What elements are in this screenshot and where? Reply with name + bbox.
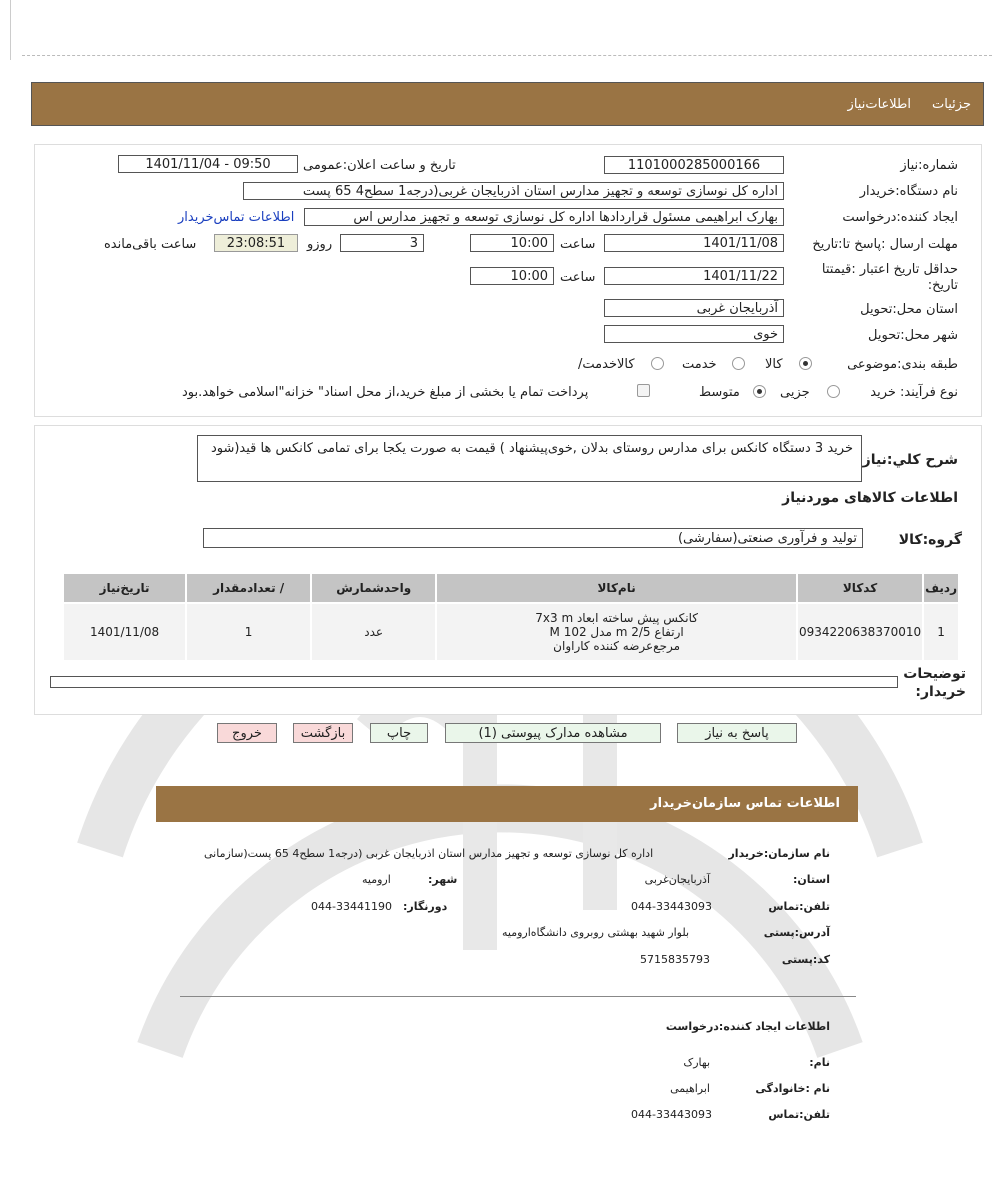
category-goods-radio[interactable] xyxy=(799,357,812,370)
contact-bar-title: اطلاعات تماس سازمان‌خریدار xyxy=(650,796,840,811)
need-number-label: شماره:نیاز xyxy=(900,158,958,173)
requester-field: بهارک ابراهیمی مسئول قراردادها اداره کل نوسازی توسعه و تجهیز مدارس اس xyxy=(304,208,784,226)
province-field: آذربایجان غربی xyxy=(604,299,784,317)
contact-org-label: نام سازمان:خریدار xyxy=(728,847,830,860)
frame-edge xyxy=(10,0,11,60)
goods-group-field: تولید و فرآوری صنعتی(سفارشی) xyxy=(203,528,863,548)
creator-phone-label: تلفن:تماس xyxy=(768,1108,830,1121)
creator-family-label: نام :خانوادگی xyxy=(755,1082,830,1095)
creator-name-label: :نام xyxy=(809,1056,830,1069)
col-name: نام‌کالا xyxy=(437,574,796,602)
back-button[interactable]: بازگشت xyxy=(293,723,353,743)
creator-phone-value: 044-33443093 xyxy=(631,1108,712,1121)
remaining-label: ساعت باقی‌مانده xyxy=(104,237,197,252)
category-goods-service-label: /کالاخدمت xyxy=(578,357,635,372)
category-goods-label: کالا xyxy=(765,357,783,372)
process-partial-radio[interactable] xyxy=(827,385,840,398)
city-field: خوی xyxy=(604,325,784,343)
province-label: استان محل:تحویل xyxy=(860,302,958,317)
buyer-notes-label-2: :خریدار xyxy=(915,684,966,700)
col-unit: واحدشمارش xyxy=(312,574,435,602)
dotted-divider xyxy=(22,55,992,56)
announce-label: تاریخ و ساعت اعلان:عمومی xyxy=(303,158,456,173)
category-service-label: خدمت xyxy=(682,357,717,372)
min-validity-label: حداقل تاریخ اعتبار :قیمتتا xyxy=(821,262,958,277)
contact-phone-value: 044-33443093 xyxy=(631,900,712,913)
contact-org-value: اداره کل نوسازی توسعه و تجهیز مدارس استان اذربایجان غربی (درجه1 سطح4 65 پست(سازمانی xyxy=(204,847,654,860)
process-medium-label: متوسط xyxy=(699,385,740,400)
reply-hour-label: ساعت xyxy=(560,237,596,252)
category-goods-service-radio[interactable] xyxy=(651,357,664,370)
buyer-contact-link[interactable]: اطلاعات تماس‌خریدار xyxy=(178,210,295,225)
cell-name-line-1: کانکس پیش ساخته ابعاد 7x3 m xyxy=(535,611,698,625)
treasury-payment-note: پرداخت تمام یا بخشی از مبلغ خرید،از محل اسناد" خزانه"اسلامی خواهد.بود xyxy=(182,385,589,400)
treasury-payment-checkbox[interactable] xyxy=(637,384,650,397)
tab-need-info[interactable]: اطلاعات‌نیاز xyxy=(847,97,911,112)
contact-address-value: بلوار شهید بهشتی روبروی دانشگاه‌ارومیه xyxy=(502,926,690,939)
creator-family-value: ابراهیمی xyxy=(670,1082,710,1095)
cell-date: 1401/11/08 xyxy=(64,604,185,660)
announce-field: 1401/11/04 - 09:50 xyxy=(118,155,298,173)
cell-row: 1 xyxy=(924,604,958,660)
col-row: ردیف xyxy=(924,574,958,602)
description-label: شرح کلي:نیاز xyxy=(862,452,958,468)
process-medium-radio[interactable] xyxy=(753,385,766,398)
process-partial-label: جزیی xyxy=(780,385,810,400)
contact-city-value: ارومیه xyxy=(362,873,391,886)
goods-group-label: گروه:کالا xyxy=(898,532,962,548)
creator-title: اطلاعات ایجاد کننده:درخواست xyxy=(665,1020,830,1033)
reply-hour-field: 10:00 xyxy=(470,234,554,252)
contact-fax-value: 044-33441190 xyxy=(311,900,392,913)
cell-qty: 1 xyxy=(187,604,310,660)
buyer-org-label: نام دستگاه:خریدار xyxy=(859,184,958,199)
reply-button[interactable]: پاسخ به نیاز xyxy=(677,723,797,743)
contact-divider xyxy=(180,996,856,997)
cell-name-line-3: مرجع‌عرضه کننده کاراوان xyxy=(553,639,681,653)
goods-table xyxy=(62,572,960,662)
need-number-field: 1101000285000166 xyxy=(604,156,784,174)
tab-details[interactable]: جزئیات xyxy=(932,97,971,112)
city-label: شهر محل:تحویل xyxy=(868,328,958,343)
cell-code: 0934220638370010 xyxy=(798,604,922,660)
reply-deadline-label: مهلت ارسال :پاسخ تا:تاریخ xyxy=(812,237,958,252)
category-service-radio[interactable] xyxy=(732,357,745,370)
header-bar xyxy=(31,82,984,126)
col-date: تاریخ‌نیاز xyxy=(64,574,185,602)
contact-city-label: :شهر xyxy=(428,873,458,886)
contact-phone-label: تلفن:تماس xyxy=(768,900,830,913)
goods-table-header xyxy=(64,574,958,602)
requester-label: ایجاد کننده:درخواست xyxy=(842,210,958,225)
contact-province-label: :استان xyxy=(792,873,830,886)
col-qty: / تعدادمقدار xyxy=(187,574,310,602)
cell-name xyxy=(437,604,796,660)
contact-postal-label: کد:پستی xyxy=(781,953,830,966)
process-label: نوع فرآیند: خرید xyxy=(870,385,958,400)
remaining-timer: 23:08:51 xyxy=(214,234,298,252)
validity-hour-label: ساعت xyxy=(560,270,596,285)
contact-postal-value: 5715835793 xyxy=(640,953,710,966)
creator-name-value: بهارک xyxy=(683,1056,710,1069)
reply-date-field: 1401/11/08 xyxy=(604,234,784,252)
contact-bar xyxy=(156,786,858,822)
buyer-notes-field xyxy=(50,676,898,688)
buyer-notes-label: توضیحات xyxy=(903,666,966,682)
min-validity-label-2: :تاریخ xyxy=(927,278,958,293)
days-label: روزو xyxy=(307,237,333,252)
goods-section-title: اطلاعات کالاهای موردنیاز xyxy=(782,490,958,506)
contact-fax-label: :دورنگار xyxy=(403,900,448,913)
print-button[interactable]: چاپ xyxy=(370,723,428,743)
contact-address-label: آدرس:پستی xyxy=(763,926,830,939)
category-label: طبقه بندی:موضوعی xyxy=(847,357,958,372)
days-field: 3 xyxy=(340,234,424,252)
validity-hour-field: 10:00 xyxy=(470,267,554,285)
col-code: کدکالا xyxy=(798,574,922,602)
contact-province-value: آذربایجان‌غربی xyxy=(644,873,710,886)
description-field: خرید 3 دستگاه کانکس برای مدارس روستای بدلان ,خوی‌پیشنهاد ) قیمت به صورت یکجا برای تمامی کانکس ها قید(شود xyxy=(197,435,862,482)
validity-date-field: 1401/11/22 xyxy=(604,267,784,285)
view-docs-button[interactable]: مشاهده مدارک پیوستی (1) xyxy=(445,723,661,743)
buyer-org-field: اداره کل نوسازی توسعه و تجهیز مدارس استان اذربایجان غربی(درجه1 سطح4 65 پست xyxy=(243,182,784,200)
exit-button[interactable]: خروج xyxy=(217,723,277,743)
cell-name-line-2: ارتفاع 2/5 m مدل M 102 xyxy=(549,625,684,639)
cell-unit: عدد xyxy=(312,604,435,660)
table-row xyxy=(64,604,958,660)
